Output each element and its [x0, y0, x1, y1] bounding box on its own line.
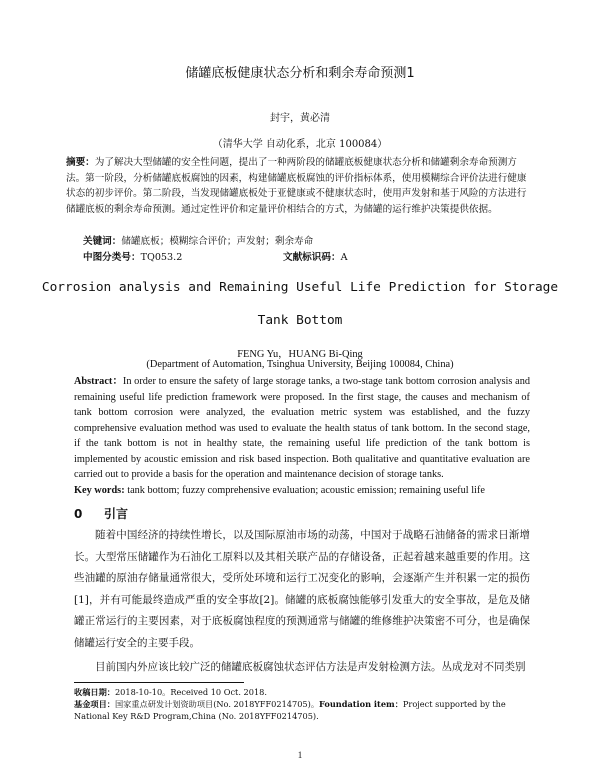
english-abstract-label: Abstract： [74, 376, 123, 387]
english-affiliation: (Department of Automation, Tsinghua University, Beijing 100084, China) [146, 359, 454, 370]
chinese-abstract-label: 摘要： [66, 157, 95, 168]
document-code-value: A [340, 252, 348, 263]
received-text: 2018-10-10。Received 10 Oct. 2018. [114, 687, 267, 697]
footnote-received [74, 686, 530, 698]
english-keywords-label: Key words: [74, 485, 125, 496]
english-authors: FENG Yu，HUANG Bi-Qing [237, 349, 363, 360]
footnote-divider [74, 682, 244, 683]
section-number: 0 [74, 507, 83, 521]
class-number-label: 中图分类号： [83, 252, 141, 263]
page-number: 1 [297, 750, 303, 760]
footnote-funding [74, 698, 530, 722]
chinese-keywords [83, 233, 313, 247]
chinese-title: 储罐底板健康状态分析和剩余寿命预测1 [185, 66, 415, 81]
received-label: 收稿日期： [74, 687, 115, 697]
english-abstract-text: In order to ensure the safety of large storage tanks, a two-stage tank bottom corrosion analysis and remaining useful life prediction framework were proposed. In the first stage, the causes and mechanism of tank bottom corrosion were analyzed, the evaluation metric system was established, and the fuzzy comprehensive evaluation method was used to evaluate the health status of tank bottom. In the second stage, if the tank bottom is not in healthy state, the remaining useful life prediction of the tank bottom is implemented by acoustic emission and risk based inspection. Both qualitative and quantitative evaluation are carried out to provide a basis for the operation and maintenance decision of storage tanks. [74, 376, 530, 480]
section-heading [74, 505, 128, 522]
chinese-keywords-label: 关键词： [83, 236, 122, 247]
english-keywords-text: tank bottom; fuzzy comprehensive evaluation; acoustic emission; remaining useful life [127, 485, 485, 496]
document-code [283, 249, 348, 263]
fund-en-text: Project supported by the National Key R&D Program,China (No. 2018YFF0214705). [74, 699, 506, 721]
english-abstract [74, 374, 530, 483]
class-number-value: TQ053.2 [140, 252, 183, 263]
fund-label: 基金项目： [74, 699, 115, 709]
fund-en-label: Foundation item： [319, 699, 403, 709]
chinese-abstract [66, 155, 536, 217]
english-keywords [74, 485, 530, 496]
english-title-line-2: Tank Bottom [257, 313, 343, 328]
document-code-label: 文献标识码： [283, 252, 341, 263]
body-paragraph: 随着中国经济的持续性增长，以及国际原油市场的动荡，中国对于战略石油储备的需求日渐增长。大型常压储罐作为石油化工原料以及其相关联产品的存储设备，正起着越来越重要的作用。这些油罐的原油存储量通常很大，受所处环境和运行工况变化的影响，会逐渐产生并积累一定的损伤[1]，并有可能最终造成严重的安全事故[2]。储罐的底板腐蚀能够引发重大的安全事故，是危及储罐正常运行的主要因素，对于底板腐蚀程度的预测通常与储罐的维修维护决策密不可分，也是确保储罐运行安全的主要手段。 [74, 529, 530, 649]
chinese-affiliation: （清华大学 自动化系，北京 100084） [212, 139, 388, 150]
body-text [74, 525, 530, 679]
english-title-line-1: Corrosion analysis and Remaining Useful Life Prediction for Storage [41, 280, 559, 295]
section-title: 引言 [104, 507, 129, 521]
fund-text: 国家重点研发计划资助项目(No. 2018YFF0214705)。 [114, 699, 320, 709]
chinese-authors: 封宇，黄必清 [270, 113, 330, 124]
chinese-keywords-text: 储罐底板；模糊综合评价；声发射；剩余寿命 [121, 236, 314, 247]
chinese-abstract-text: 为了解决大型储罐的安全性问题，提出了一种两阶段的储罐底板健康状态分析和储罐剩余寿命预测方法。第一阶段，分析储罐底板腐蚀的因素，构建储罐底板腐蚀的评价指标体系，使用模糊综合评价法进行健康状态的初步评价。第二阶段，当发现储罐底板处于亚健康或不健康状态时，使用声发射和基于风险的方法进行储罐底板的剩余寿命预测。通过定性评价和定量评价相结合的方式，为储罐的运行维护决策提供依据。 [66, 157, 527, 215]
body-paragraph: 目前国内外应该比较广泛的储罐底板腐蚀状态评估方法是声发射检测方法。丛成龙对不同类别 [95, 661, 526, 673]
classification-line [83, 249, 533, 263]
